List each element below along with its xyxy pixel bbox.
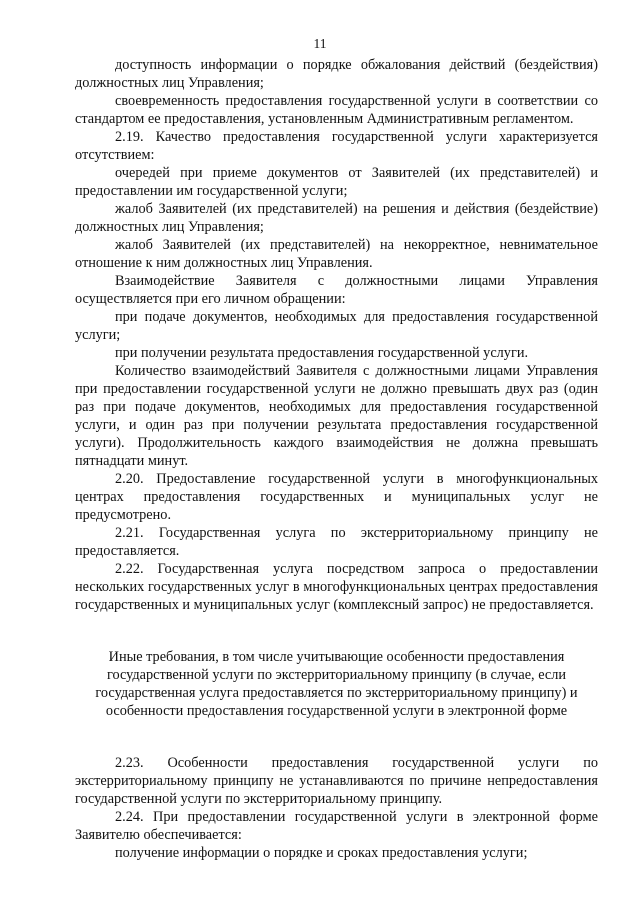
paragraph-2-22: 2.22. Государственная услуга посредством запроса о предоставлении нескольких государственных услуг в многофункциональных центрах предоставления государственных и муниципальных услуг (комплексный запрос) не предоставляется. xyxy=(75,561,598,613)
section-gap xyxy=(75,738,598,754)
paragraph-complaints-attitude: жалоб Заявителей (их представителей) на некорректное, невнимательное отношение к ним должностных лиц Управления. xyxy=(75,237,598,271)
section-gap xyxy=(75,632,598,648)
paragraph-receipt: при получении результата предоставления государственной услуги. xyxy=(115,345,529,361)
section-gap xyxy=(75,614,598,632)
paragraph-queues: очередей при приеме документов от Заявителей (их представителей) и предоставлении им государственной услуги; xyxy=(75,165,598,199)
paragraph-2-19: 2.19. Качество предоставления государственной услуги характеризуется отсутствием: xyxy=(75,129,598,163)
paragraph-info-procedure: получение информации о порядке и сроках предоставления услуги; xyxy=(115,845,528,861)
paragraph-2-21: 2.21. Государственная услуга по экстерриториальному принципу не предоставляется. xyxy=(75,525,598,559)
paragraph-interaction: Взаимодействие Заявителя с должностными лицами Управления осуществляется при его личном обращении: xyxy=(75,273,598,307)
section-gap xyxy=(75,720,598,738)
page-number: 11 xyxy=(313,36,327,51)
paragraph-2-24: 2.24. При предоставлении государственной услуги в электронной форме Заявителю обеспечивается: xyxy=(75,809,598,843)
paragraph-2-23: 2.23. Особенности предоставления государственной услуги по экстерриториальному принципу не устанавливаются по причине непредоставления государственной услуги по экстерриториальному принципу. xyxy=(75,755,598,807)
section-heading: Иные требования, в том числе учитывающие особенности предоставления государственной услуги по экстерриториальному принципу (в случае, если государственная услуга предоставляется по экстерриториальному принципу) и особенности предоставления государственной услуги в электронной форме xyxy=(95,649,578,719)
paragraph-submission: при подаче документов, необходимых для предоставления государственной услуги; xyxy=(75,309,598,343)
paragraph-interaction-count: Количество взаимодействий Заявителя с должностными лицами Управления при предоставлении государственной услуги не должно превышать двух раз (один раз при подаче документов, необходимых для предоставления государственной услуги, и один раз при получении результата предоставления государственной услуги). Продолжительность каждого взаимодействия не должна превышать пятнадцати минут. xyxy=(75,363,598,469)
paragraph-complaints-decisions: жалоб Заявителей (их представителей) на решения и действия (бездействие) должностных лиц Управления; xyxy=(75,201,598,235)
document-body xyxy=(75,56,598,862)
paragraph-timeliness: своевременность предоставления государственной услуги в соответствии со стандартом ее предоставления, установленным Административным регламентом. xyxy=(75,93,598,127)
paragraph-info-availability: доступность информации о порядке обжалования действий (бездействия) должностных лиц Управления; xyxy=(75,57,598,91)
paragraph-2-20: 2.20. Предоставление государственной услуги в многофункциональных центрах предоставления государственных и муниципальных услуг не предусмотрено. xyxy=(75,471,598,523)
